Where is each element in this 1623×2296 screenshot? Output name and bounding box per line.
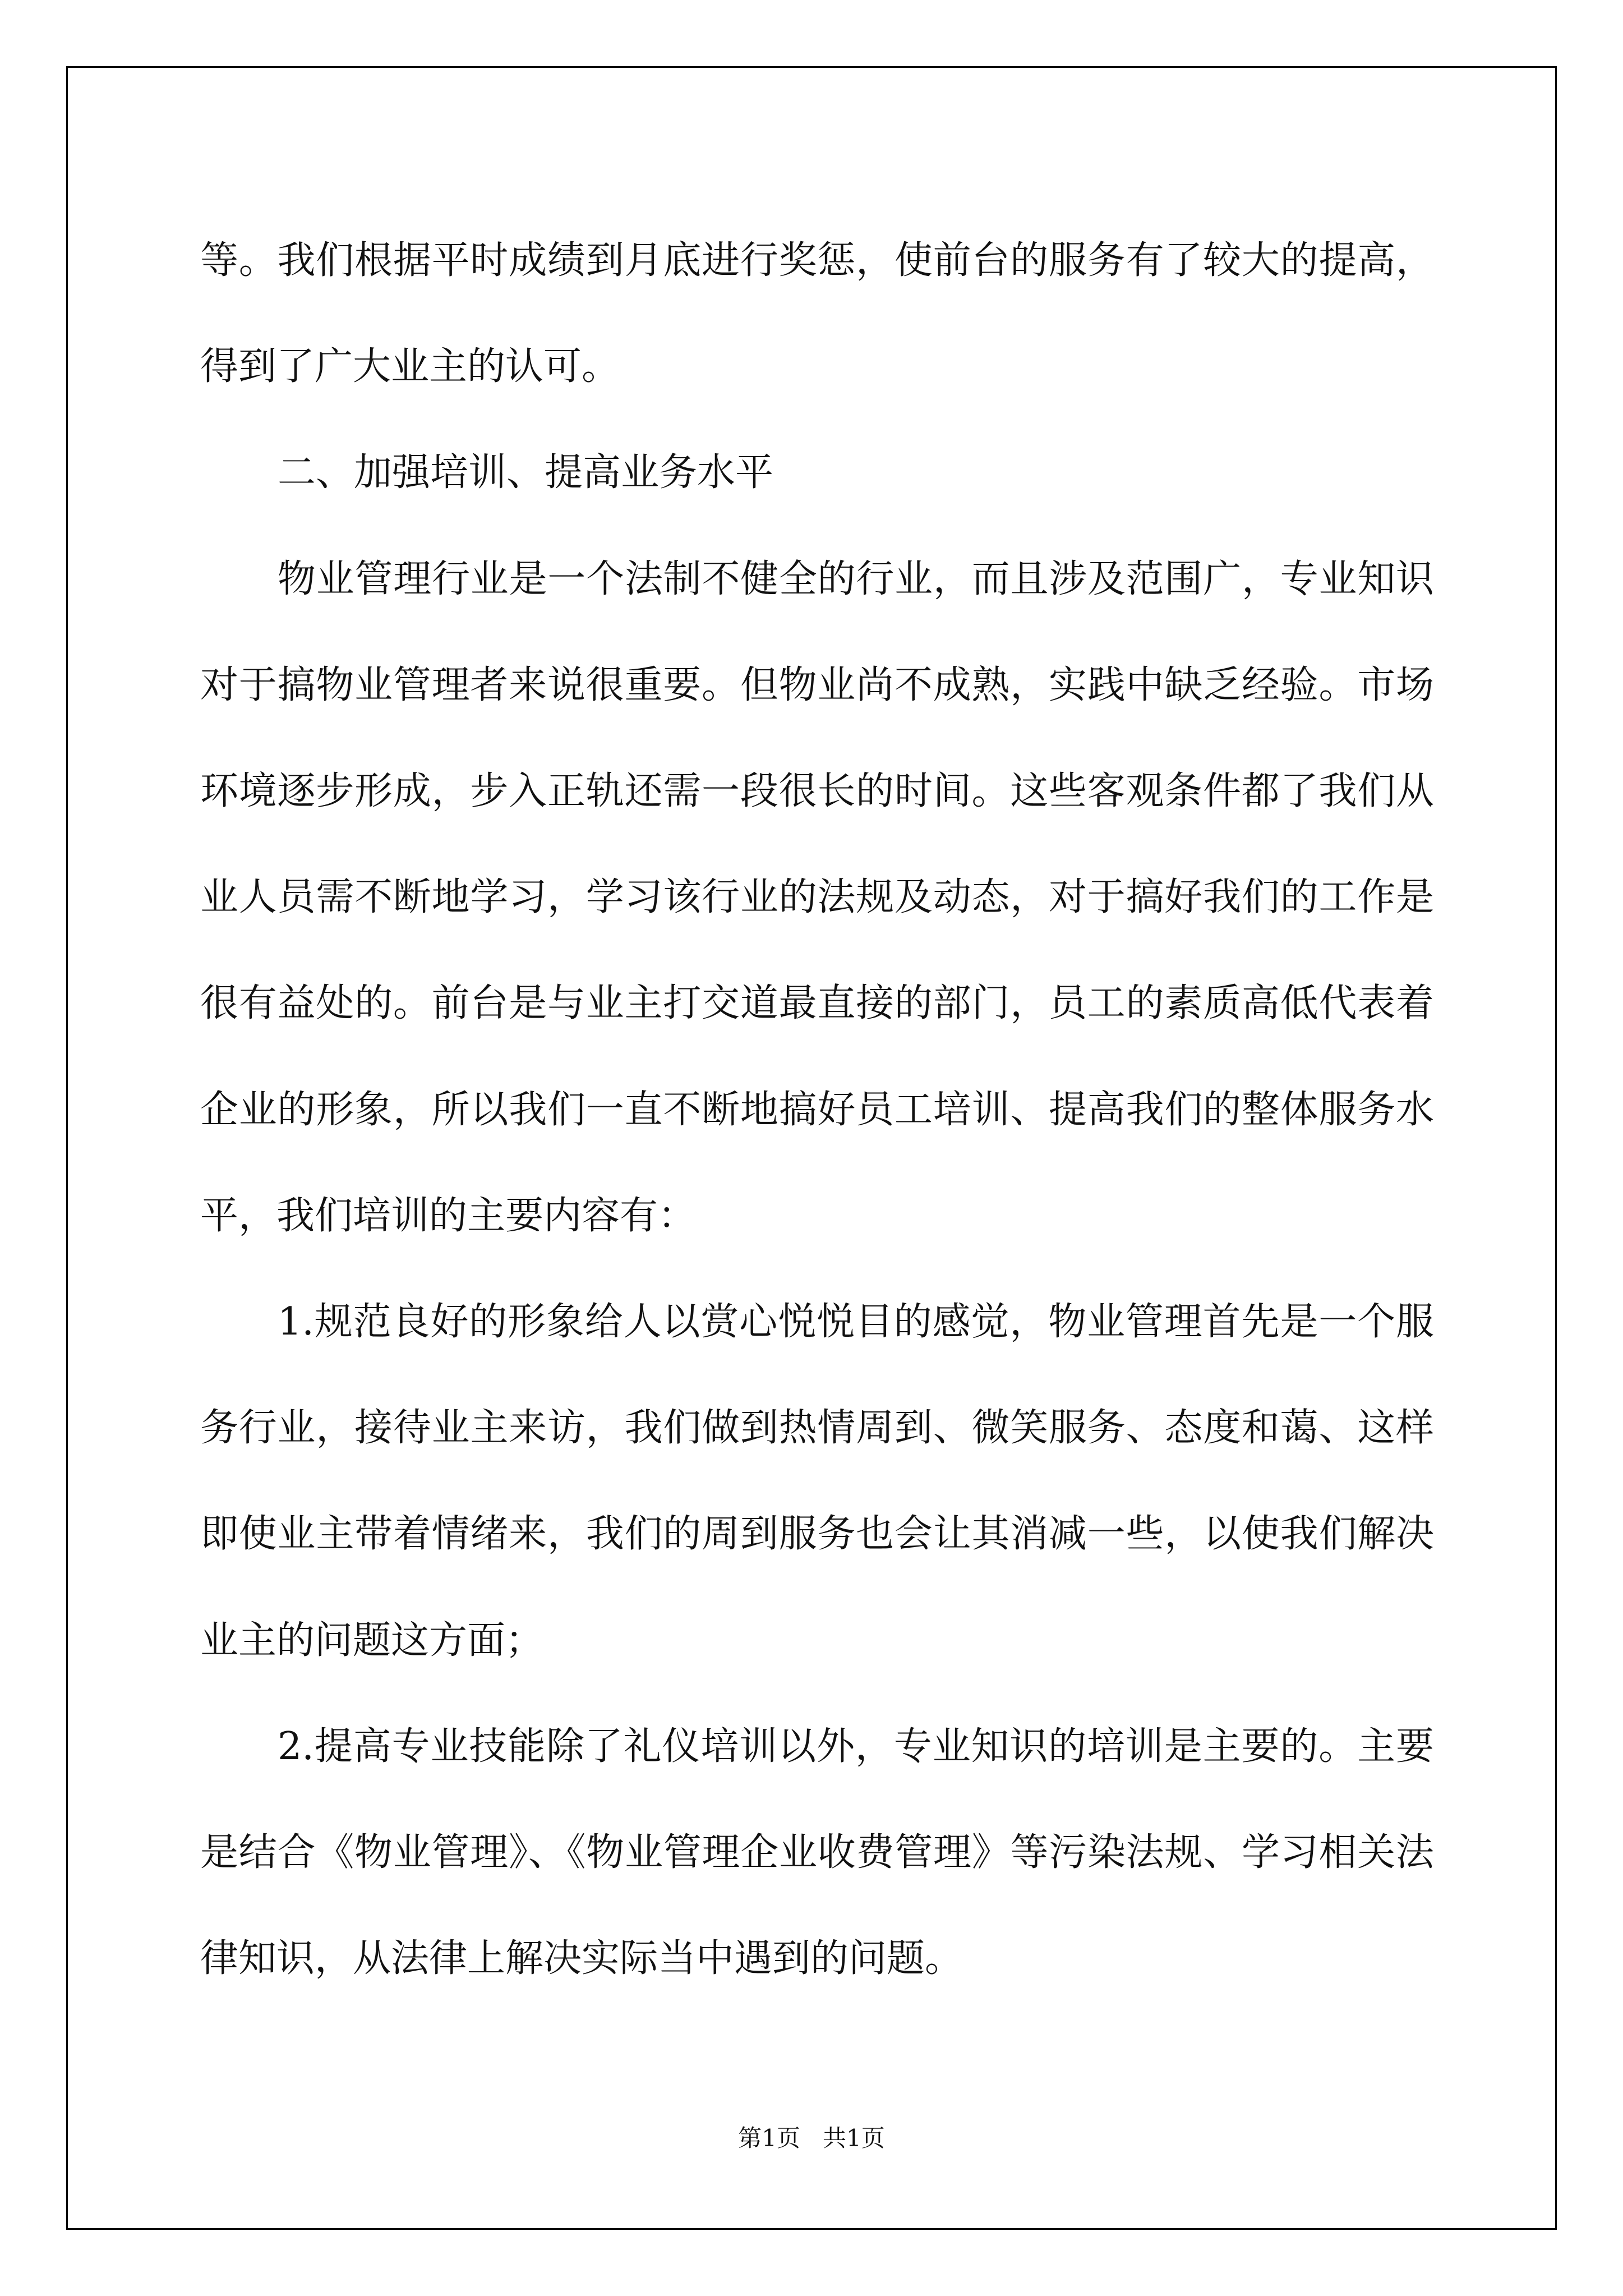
document-body	[200, 208, 1434, 2012]
page-number-current: 第1页	[738, 2124, 800, 2152]
page-footer	[0, 2122, 1623, 2155]
paragraph-item-2: 2.提高专业技能除了礼仪培训以外，专业知识的培训是主要的。主要是结合《物业管理》、《物业管理企业收费管理》等污染法规、学习相关法律知识，从法律上解决实际当中遇到的问题。	[200, 1724, 1434, 1981]
paragraph-training-intro: 物业管理行业是一个法制不健全的行业，而且涉及范围广，专业知识对于搞物业管理者来说很重要。但物业尚不成熟，实践中缺乏经验。市场环境逐步形成，步入正轨还需一段很长的时间。这些客观条件都了我们从业人员需不断地学习，学习该行业的法规及动态，对于搞好我们的工作是很有益处的。前台是与业主打交道最直接的部门，员工的素质高低代表着企业的形象，所以我们一直不断地搞好员工培训、提高我们的整体服务水平，我们培训的主要内容有：	[200, 556, 1434, 1238]
paragraph-continuation: 等。我们根据平时成绩到月底进行奖惩，使前台的服务有了较大的提高，得到了广大业主的认可。	[200, 238, 1434, 389]
section-heading: 二、加强培训、提高业务水平	[278, 450, 774, 495]
paragraph-item-1: 1.规范良好的形象给人以赏心悦悦目的感觉，物业管理首先是一个服务行业，接待业主来访，我们做到热情周到、微笑服务、态度和蔼、这样即使业主带着情绪来，我们的周到服务也会让其消减一些，以使我们解决业主的问题这方面；	[200, 1300, 1434, 1663]
page-number-total: 共1页	[823, 2124, 885, 2152]
